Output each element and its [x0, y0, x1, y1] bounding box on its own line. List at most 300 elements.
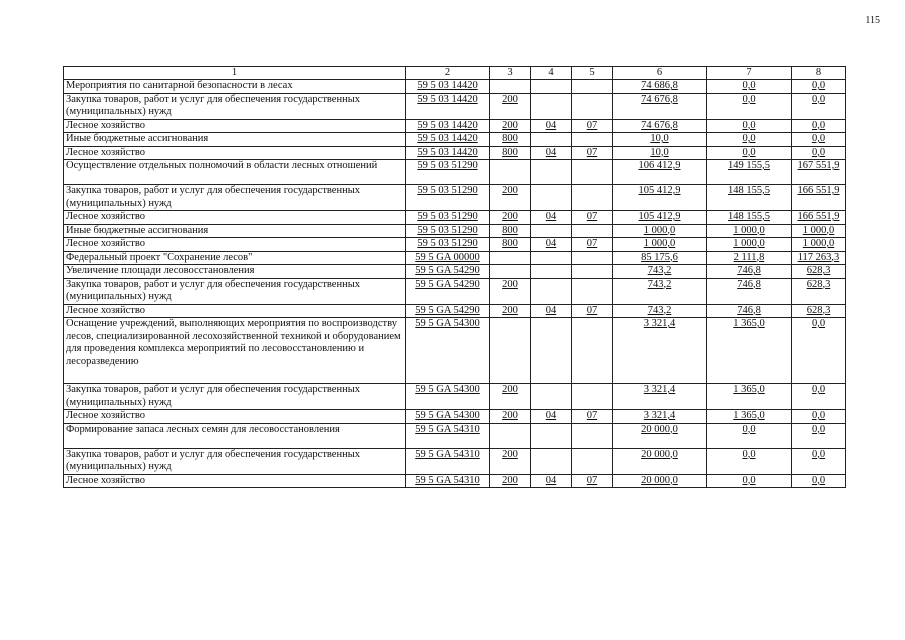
target-code-cell: [406, 423, 490, 448]
amount-col-8-cell: [792, 410, 846, 424]
header-col-3: 3: [490, 67, 531, 80]
target-code: 59 5 GA 54290: [415, 304, 480, 316]
row-name-cell: [64, 251, 406, 265]
row-name-cell: [64, 185, 406, 211]
subsection: 07: [586, 410, 598, 421]
row-name: Лесное хозяйство: [66, 146, 145, 158]
target-code-cell: [406, 474, 490, 488]
subsection-cell: [572, 410, 613, 424]
row-name-cell: [64, 93, 406, 119]
amount-col-6-cell: [613, 474, 707, 488]
amount-col-7: 1 365,0: [733, 318, 765, 329]
target-code: 59 5 03 14420: [417, 93, 478, 105]
expense-type: 200: [502, 474, 518, 486]
table-row: [64, 304, 846, 318]
section: 04: [545, 410, 557, 421]
target-code: 59 5 03 51290: [417, 238, 478, 249]
row-name: Формирование запаса лесных семян для лесовосстановления: [66, 423, 340, 435]
amount-col-7-cell: [707, 133, 792, 147]
target-code-cell: [406, 211, 490, 225]
amount-col-7-cell: [707, 80, 792, 94]
target-code-cell: [406, 384, 490, 410]
row-name-cell: [64, 474, 406, 488]
amount-col-8: 0,0: [811, 146, 826, 158]
expense-type-cell: [490, 384, 531, 410]
header-col-7: 7: [707, 67, 792, 80]
amount-col-6: 20 000,0: [641, 448, 678, 460]
target-code-cell: [406, 224, 490, 238]
amount-col-6: 3 321,4: [643, 410, 676, 421]
amount-col-8-cell: [792, 318, 846, 384]
section-cell: [531, 133, 572, 147]
row-name-cell: [64, 160, 406, 185]
amount-col-8: 166 551,9: [797, 185, 840, 196]
amount-col-7: 0,0: [742, 119, 756, 131]
row-name-cell: [64, 211, 406, 225]
section: 04: [545, 238, 557, 249]
subsection-cell: [572, 251, 613, 265]
target-code: 59 5 03 51290: [417, 211, 478, 222]
row-name: Лесное хозяйство: [66, 410, 145, 421]
section-cell: [531, 185, 572, 211]
amount-col-8: 166 551,9: [797, 211, 840, 222]
row-name-cell: [64, 133, 406, 147]
amount-col-7-cell: [707, 211, 792, 225]
target-code: 59 5 03 14420: [417, 133, 478, 144]
target-code: 59 5 GA 54290: [415, 278, 480, 290]
row-name-cell: [64, 238, 406, 252]
amount-col-6-cell: [613, 304, 707, 318]
target-code-cell: [406, 93, 490, 119]
table-row: [64, 133, 846, 147]
expense-type-cell: [490, 265, 531, 279]
amount-col-8: 0,0: [811, 448, 826, 460]
amount-col-6-cell: [613, 93, 707, 119]
row-name: Закупка товаров, работ и услуг для обеспечения государственных (муниципальных) нужд: [66, 93, 361, 117]
subsection-cell: [572, 304, 613, 318]
section-cell: [531, 238, 572, 252]
table-row: [64, 474, 846, 488]
row-name-cell: [64, 119, 406, 133]
target-code-cell: [406, 278, 490, 304]
amount-col-8: 167 551,9: [797, 160, 840, 171]
amount-col-6: 20 000,0: [641, 423, 678, 435]
section-cell: [531, 146, 572, 160]
amount-col-6-cell: [613, 224, 707, 238]
amount-col-6-cell: [613, 384, 707, 410]
row-name-cell: [64, 318, 406, 384]
amount-col-8: 117 263,3: [797, 251, 840, 263]
row-name: Закупка товаров, работ и услуг для обеспечения государственных (муниципальных) нужд: [66, 278, 361, 302]
amount-col-6: 105 412,9: [638, 185, 681, 196]
amount-col-6-cell: [613, 251, 707, 265]
amount-col-7: 148 155,5: [728, 211, 770, 222]
amount-col-7-cell: [707, 224, 792, 238]
amount-col-8-cell: [792, 160, 846, 185]
table-row: [64, 80, 846, 94]
table-header: [64, 67, 846, 80]
target-code-cell: [406, 80, 490, 94]
table-row: [64, 211, 846, 225]
row-name: Мероприятия по санитарной безопасности в лесах: [66, 80, 293, 91]
table-row: [64, 185, 846, 211]
amount-col-7-cell: [707, 265, 792, 279]
section-cell: [531, 410, 572, 424]
subsection: 07: [586, 211, 598, 222]
amount-col-7-cell: [707, 304, 792, 318]
subsection-cell: [572, 265, 613, 279]
amount-col-8-cell: [792, 119, 846, 133]
row-name: Лесное хозяйство: [66, 211, 145, 222]
amount-col-6-cell: [613, 119, 707, 133]
row-name-cell: [64, 146, 406, 160]
subsection-cell: [572, 224, 613, 238]
amount-col-8-cell: [792, 185, 846, 211]
expense-type-cell: [490, 224, 531, 238]
subsection-cell: [572, 423, 613, 448]
amount-col-7: 746,8: [737, 278, 761, 290]
section-cell: [531, 304, 572, 318]
table-row: [64, 384, 846, 410]
section-cell: [531, 224, 572, 238]
section-cell: [531, 80, 572, 94]
amount-col-7: 148 155,5: [728, 185, 770, 196]
section: 04: [545, 474, 557, 486]
amount-col-8: 0,0: [811, 133, 826, 144]
amount-col-8: 0,0: [811, 474, 826, 486]
subsection-cell: [572, 474, 613, 488]
section-cell: [531, 448, 572, 474]
amount-col-8: 0,0: [811, 384, 826, 395]
amount-col-6-cell: [613, 278, 707, 304]
amount-col-8-cell: [792, 384, 846, 410]
amount-col-8: 628,3: [806, 304, 831, 316]
target-code-cell: [406, 119, 490, 133]
expense-type: 200: [502, 119, 518, 131]
target-code: 59 5 GA 54310: [415, 448, 480, 460]
target-code: 59 5 GA 54310: [415, 423, 480, 435]
amount-col-6-cell: [613, 146, 707, 160]
amount-col-7: 0,0: [742, 80, 756, 91]
amount-col-6-cell: [613, 318, 707, 384]
amount-col-7: 1 000,0: [733, 238, 765, 249]
row-name-cell: [64, 80, 406, 94]
section-cell: [531, 251, 572, 265]
amount-col-8-cell: [792, 80, 846, 94]
amount-col-7: 0,0: [742, 474, 756, 486]
expense-type-cell: [490, 423, 531, 448]
subsection-cell: [572, 80, 613, 94]
amount-col-7-cell: [707, 93, 792, 119]
amount-col-7: 1 365,0: [733, 384, 765, 395]
amount-col-8-cell: [792, 278, 846, 304]
target-code-cell: [406, 410, 490, 424]
expense-type: 800: [502, 146, 518, 158]
amount-col-6: 20 000,0: [641, 474, 678, 486]
target-code: 59 5 03 51290: [417, 185, 478, 196]
expense-type: 200: [502, 304, 518, 316]
header-col-6: 6: [613, 67, 707, 80]
expense-type: 800: [502, 133, 518, 144]
amount-col-8-cell: [792, 304, 846, 318]
target-code: 59 5 GA 54290: [415, 265, 480, 276]
budget-table: [63, 66, 846, 488]
row-name-cell: [64, 448, 406, 474]
amount-col-6: 1 000,0: [643, 238, 676, 249]
row-name: Оснащение учреждений, выполняющих мероприятия по воспроизводству лесов, специализированной лесохозяйственной техникой и оборудованием для проведения комплекса мероприятий по лесовосстановлению и лесоразведению: [66, 318, 401, 367]
target-code-cell: [406, 318, 490, 384]
amount-col-6: 743,2: [647, 304, 672, 316]
amount-col-7-cell: [707, 384, 792, 410]
row-name-cell: [64, 304, 406, 318]
amount-col-7-cell: [707, 318, 792, 384]
amount-col-6: 105 412,9: [638, 211, 681, 222]
row-name-cell: [64, 384, 406, 410]
row-name: Увеличение площади лесовосстановления: [66, 265, 255, 276]
section-cell: [531, 119, 572, 133]
page-number: 115: [865, 15, 880, 26]
target-code-cell: [406, 265, 490, 279]
amount-col-6: 10,0: [650, 146, 669, 158]
amount-col-7-cell: [707, 146, 792, 160]
amount-col-8-cell: [792, 448, 846, 474]
row-name: Закупка товаров, работ и услуг для обеспечения государственных (муниципальных) нужд: [66, 384, 361, 408]
amount-col-7: 0,0: [742, 423, 756, 435]
expense-type-cell: [490, 119, 531, 133]
expense-type-cell: [490, 93, 531, 119]
subsection-cell: [572, 185, 613, 211]
amount-col-8-cell: [792, 474, 846, 488]
expense-type: 200: [502, 384, 518, 395]
amount-col-7-cell: [707, 160, 792, 185]
row-name: Иные бюджетные ассигнования: [66, 224, 209, 236]
expense-type-cell: [490, 251, 531, 265]
section-cell: [531, 211, 572, 225]
amount-col-7-cell: [707, 448, 792, 474]
section-cell: [531, 318, 572, 384]
amount-col-8: 628,3: [806, 278, 831, 290]
amount-col-7-cell: [707, 410, 792, 424]
subsection-cell: [572, 133, 613, 147]
subsection-cell: [572, 146, 613, 160]
expense-type-cell: [490, 278, 531, 304]
row-name-cell: [64, 410, 406, 424]
header-col-1: 1: [64, 67, 406, 80]
row-name-cell: [64, 278, 406, 304]
expense-type: 800: [502, 238, 518, 249]
amount-col-7: 2 111,8: [733, 251, 765, 263]
amount-col-8-cell: [792, 238, 846, 252]
row-name: Закупка товаров, работ и услуг для обеспечения государственных (муниципальных) нужд: [66, 448, 361, 472]
subsection: 07: [586, 304, 598, 316]
amount-col-8-cell: [792, 146, 846, 160]
header-col-8: 8: [792, 67, 846, 80]
target-code: 59 5 03 51290: [417, 160, 478, 171]
amount-col-7: 746,8: [737, 265, 761, 276]
section-cell: [531, 265, 572, 279]
table-row: [64, 423, 846, 448]
expense-type: 200: [502, 211, 518, 222]
expense-type: 800: [502, 224, 518, 236]
amount-col-6: 743,2: [647, 278, 672, 290]
amount-col-6-cell: [613, 160, 707, 185]
amount-col-7-cell: [707, 185, 792, 211]
subsection-cell: [572, 211, 613, 225]
section: 04: [545, 211, 557, 222]
target-code: 59 5 GA 54300: [415, 318, 480, 329]
subsection: 07: [586, 146, 598, 158]
table-row: [64, 448, 846, 474]
subsection-cell: [572, 384, 613, 410]
amount-col-7-cell: [707, 119, 792, 133]
amount-col-7-cell: [707, 251, 792, 265]
amount-col-8-cell: [792, 133, 846, 147]
row-name: Лесное хозяйство: [66, 238, 145, 249]
target-code: 59 5 03 14420: [417, 146, 478, 158]
subsection-cell: [572, 160, 613, 185]
row-name: Иные бюджетные ассигнования: [66, 133, 209, 144]
expense-type: 200: [502, 410, 518, 421]
target-code: 59 5 GA 54300: [415, 384, 480, 395]
subsection-cell: [572, 318, 613, 384]
target-code: 59 5 03 14420: [417, 80, 478, 91]
subsection-cell: [572, 93, 613, 119]
header-col-4: 4: [531, 67, 572, 80]
section: 04: [545, 119, 557, 131]
subsection: 07: [586, 119, 598, 131]
amount-col-7-cell: [707, 474, 792, 488]
amount-col-6-cell: [613, 265, 707, 279]
table-row: [64, 224, 846, 238]
section: 04: [545, 146, 557, 158]
expense-type-cell: [490, 448, 531, 474]
amount-col-6-cell: [613, 423, 707, 448]
amount-col-6: 74 676,8: [641, 93, 678, 105]
amount-col-7: 1 365,0: [733, 410, 765, 421]
amount-col-6-cell: [613, 185, 707, 211]
row-name-cell: [64, 265, 406, 279]
table-row: [64, 251, 846, 265]
target-code-cell: [406, 185, 490, 211]
row-name-cell: [64, 423, 406, 448]
amount-col-8: 0,0: [811, 93, 826, 105]
amount-col-8-cell: [792, 265, 846, 279]
amount-col-8: 0,0: [811, 80, 826, 91]
section-cell: [531, 278, 572, 304]
amount-col-6-cell: [613, 80, 707, 94]
table-row: [64, 119, 846, 133]
expense-type-cell: [490, 304, 531, 318]
expense-type-cell: [490, 238, 531, 252]
section-cell: [531, 423, 572, 448]
amount-col-6: 3 321,4: [643, 318, 676, 329]
target-code-cell: [406, 238, 490, 252]
amount-col-6-cell: [613, 448, 707, 474]
table-row: [64, 93, 846, 119]
amount-col-8-cell: [792, 93, 846, 119]
target-code-cell: [406, 160, 490, 185]
table-body: [64, 80, 846, 488]
subsection-cell: [572, 278, 613, 304]
amount-col-7: 0,0: [742, 146, 756, 158]
amount-col-6-cell: [613, 238, 707, 252]
amount-col-8: 0,0: [811, 318, 826, 329]
amount-col-8: 628,3: [806, 265, 831, 276]
amount-col-7-cell: [707, 423, 792, 448]
target-code-cell: [406, 448, 490, 474]
row-name: Закупка товаров, работ и услуг для обеспечения государственных (муниципальных) нужд: [66, 185, 361, 209]
amount-col-7-cell: [707, 278, 792, 304]
row-name: Лесное хозяйство: [66, 474, 145, 486]
section-cell: [531, 160, 572, 185]
row-name: Осуществление отдельных полномочий в области лесных отношений: [66, 160, 378, 171]
amount-col-7: 0,0: [742, 133, 756, 144]
expense-type-cell: [490, 185, 531, 211]
amount-col-6-cell: [613, 211, 707, 225]
table-row: [64, 238, 846, 252]
amount-col-6: 743,2: [647, 265, 672, 276]
amount-col-8: 1 000,0: [802, 238, 835, 249]
header-col-2: 2: [406, 67, 490, 80]
subsection-cell: [572, 238, 613, 252]
section-cell: [531, 474, 572, 488]
expense-type-cell: [490, 410, 531, 424]
expense-type-cell: [490, 80, 531, 94]
table-row: [64, 146, 846, 160]
amount-col-6-cell: [613, 133, 707, 147]
table-row: [64, 318, 846, 384]
expense-type: 200: [502, 448, 518, 460]
amount-col-6: 106 412,9: [638, 160, 681, 171]
amount-col-8-cell: [792, 224, 846, 238]
table-row: [64, 160, 846, 185]
subsection-cell: [572, 119, 613, 133]
target-code-cell: [406, 251, 490, 265]
amount-col-8: 0,0: [811, 119, 826, 131]
row-name: Федеральный проект "Сохранение лесов": [66, 251, 253, 263]
amount-col-8: 0,0: [811, 410, 826, 421]
amount-col-8-cell: [792, 423, 846, 448]
amount-col-6: 10,0: [650, 133, 669, 144]
expense-type-cell: [490, 318, 531, 384]
amount-col-8: 1 000,0: [802, 224, 835, 236]
table-row: [64, 278, 846, 304]
amount-col-7: 0,0: [742, 448, 756, 460]
target-code-cell: [406, 133, 490, 147]
subsection-cell: [572, 448, 613, 474]
target-code-cell: [406, 146, 490, 160]
expense-type-cell: [490, 474, 531, 488]
amount-col-8-cell: [792, 211, 846, 225]
expense-type-cell: [490, 146, 531, 160]
amount-col-8: 0,0: [811, 423, 826, 435]
target-code: 59 5 03 14420: [417, 119, 478, 131]
expense-type-cell: [490, 211, 531, 225]
amount-col-6: 3 321,4: [643, 384, 676, 395]
target-code: 59 5 03 51290: [417, 224, 478, 236]
section-cell: [531, 93, 572, 119]
amount-col-6: 74 686,8: [641, 80, 678, 91]
amount-col-7: 1 000,0: [733, 224, 765, 236]
header-col-5: 5: [572, 67, 613, 80]
amount-col-6: 1 000,0: [643, 224, 676, 236]
amount-col-8-cell: [792, 251, 846, 265]
section: 04: [545, 304, 557, 316]
target-code: 59 5 GA 54310: [415, 474, 480, 486]
table-row: [64, 410, 846, 424]
amount-col-6: 85 175,6: [641, 251, 678, 263]
section-cell: [531, 384, 572, 410]
